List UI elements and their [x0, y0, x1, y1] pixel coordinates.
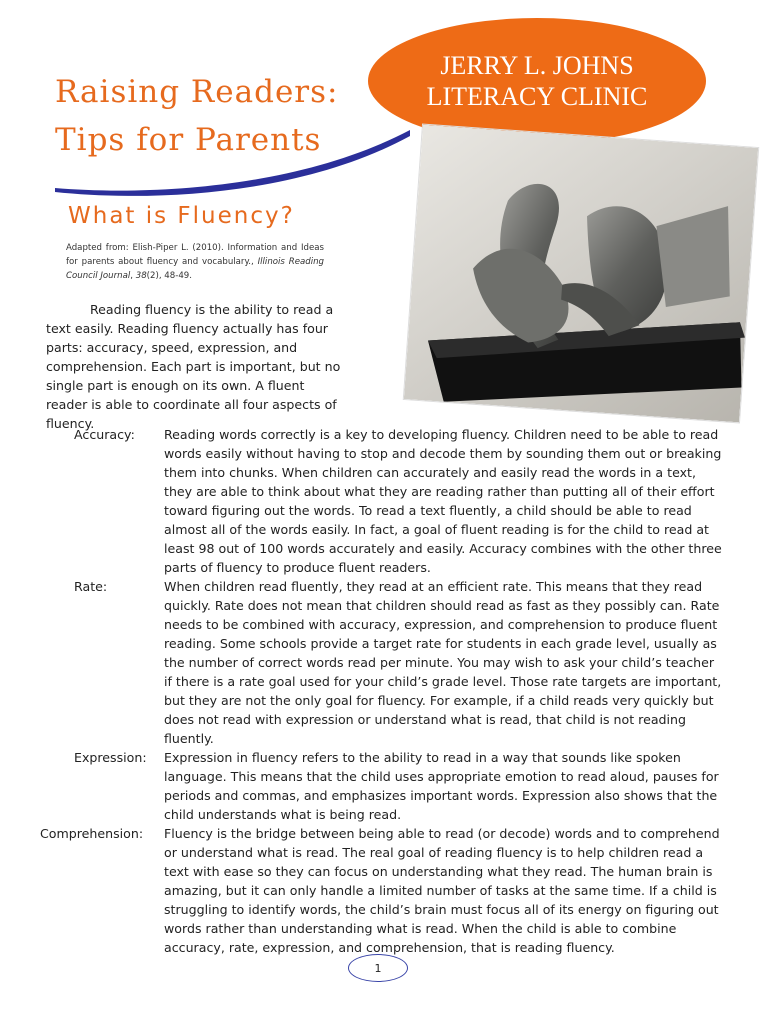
clinic-line-1: JERRY L. JOHNS: [440, 51, 634, 80]
definition-rate: [40, 577, 740, 748]
term-comprehension: Comprehension:: [40, 826, 144, 841]
citation: Adapted from: Elish-Piper L. (2010). Information and Ideas for parents about fluency and vocabulary., Illinois Reading Council Journal, 38(2), 48-49.: [66, 243, 324, 281]
intro-text: Reading fluency is the ability to read a text easily. Reading fluency actually has four parts: accuracy, speed, expression, and comprehension. Each part is important, but no single part is enough on its own. A fluent reader is able to coordinate all four aspects of fluency.: [46, 302, 341, 431]
title-line-1: Raising Readers:: [55, 74, 339, 110]
title-line-2: Tips for Parents: [55, 122, 322, 158]
term-rate: Rate:: [74, 579, 108, 594]
citation-text: Adapted from: Elish-Piper L. (2010). Information and Ideas for parents about fluency and vocabulary.,: [66, 243, 324, 267]
intro-paragraph: [46, 300, 346, 433]
text-expression: Expression in fluency refers to the ability to read in a way that sounds like spoken language. This means that the child uses appropriate emotion to read aloud, pauses for periods and commas, and emphasizes important words. Expression also shows that the child understands what is being read.: [164, 750, 719, 822]
definition-comprehension: [40, 824, 740, 957]
section-heading: What is Fluency?: [68, 203, 295, 229]
text-rate: When children read fluently, they read at an efficient rate. This means that they read quickly. Rate does not mean that children should read as fast as they possibly can. Rate needs to be combined with accuracy, expression, and comprehension to produce fluent reading. Some schools provide a target rate for students in each grade level, usually as the number of correct words read per minute. You may wish to ask your child’s teacher if there is a rate goal used for your child’s grade level. Those rate targets are important, but they are not the only goal for fluency. For example, if a child reads very quickly but does not read with expression or understand what is read, that child is not reading fluently.: [164, 579, 722, 746]
definition-expression: [40, 748, 740, 824]
citation-volume: 38: [135, 271, 147, 281]
text-accuracy: Reading words correctly is a key to developing fluency. Children need to be able to read words easily without having to stop and decode them by sounding them out or breaking them into chunks. When children can accurately and easily read the words in a text, they are able to think about what they are reading rather than putting all of their effort toward figuring out the words. To read a text fluently, a child should be able to read almost all of the words easily. In fact, a goal of fluent reading is for the child to read at least 98 out of 100 words accurately and easily. Accuracy combines with the other three parts of fluency to produce fluent readers.: [164, 427, 722, 575]
sculpture-photo: [403, 124, 759, 424]
term-accuracy: Accuracy:: [74, 427, 135, 442]
citation-pages: (2), 48-49.: [146, 271, 193, 281]
citation-journal: Illinois Reading Council Journal: [66, 257, 324, 281]
sculpture-image: [404, 125, 758, 423]
term-expression: Expression:: [74, 750, 147, 765]
clinic-line-2: LITERACY CLINIC: [426, 82, 648, 111]
text-comprehension: Fluency is the bridge between being able to read (or decode) words and to comprehend or understand what is read. The real goal of reading fluency is to help children read a text with ease so they can focus on understanding what they read. The human brain is amazing, but it can only handle a limited number of tasks at the same time. If a child is struggling to identify words, the child’s brain must focus all of its energy on figuring out words rather than understanding what is read. When the child is able to combine accuracy, rate, expression, and comprehension, that is reading fluency.: [164, 826, 720, 955]
definition-accuracy: [40, 425, 740, 577]
definitions-list: [40, 425, 740, 957]
page-number: 1: [348, 954, 408, 982]
clinic-badge: [368, 18, 706, 144]
